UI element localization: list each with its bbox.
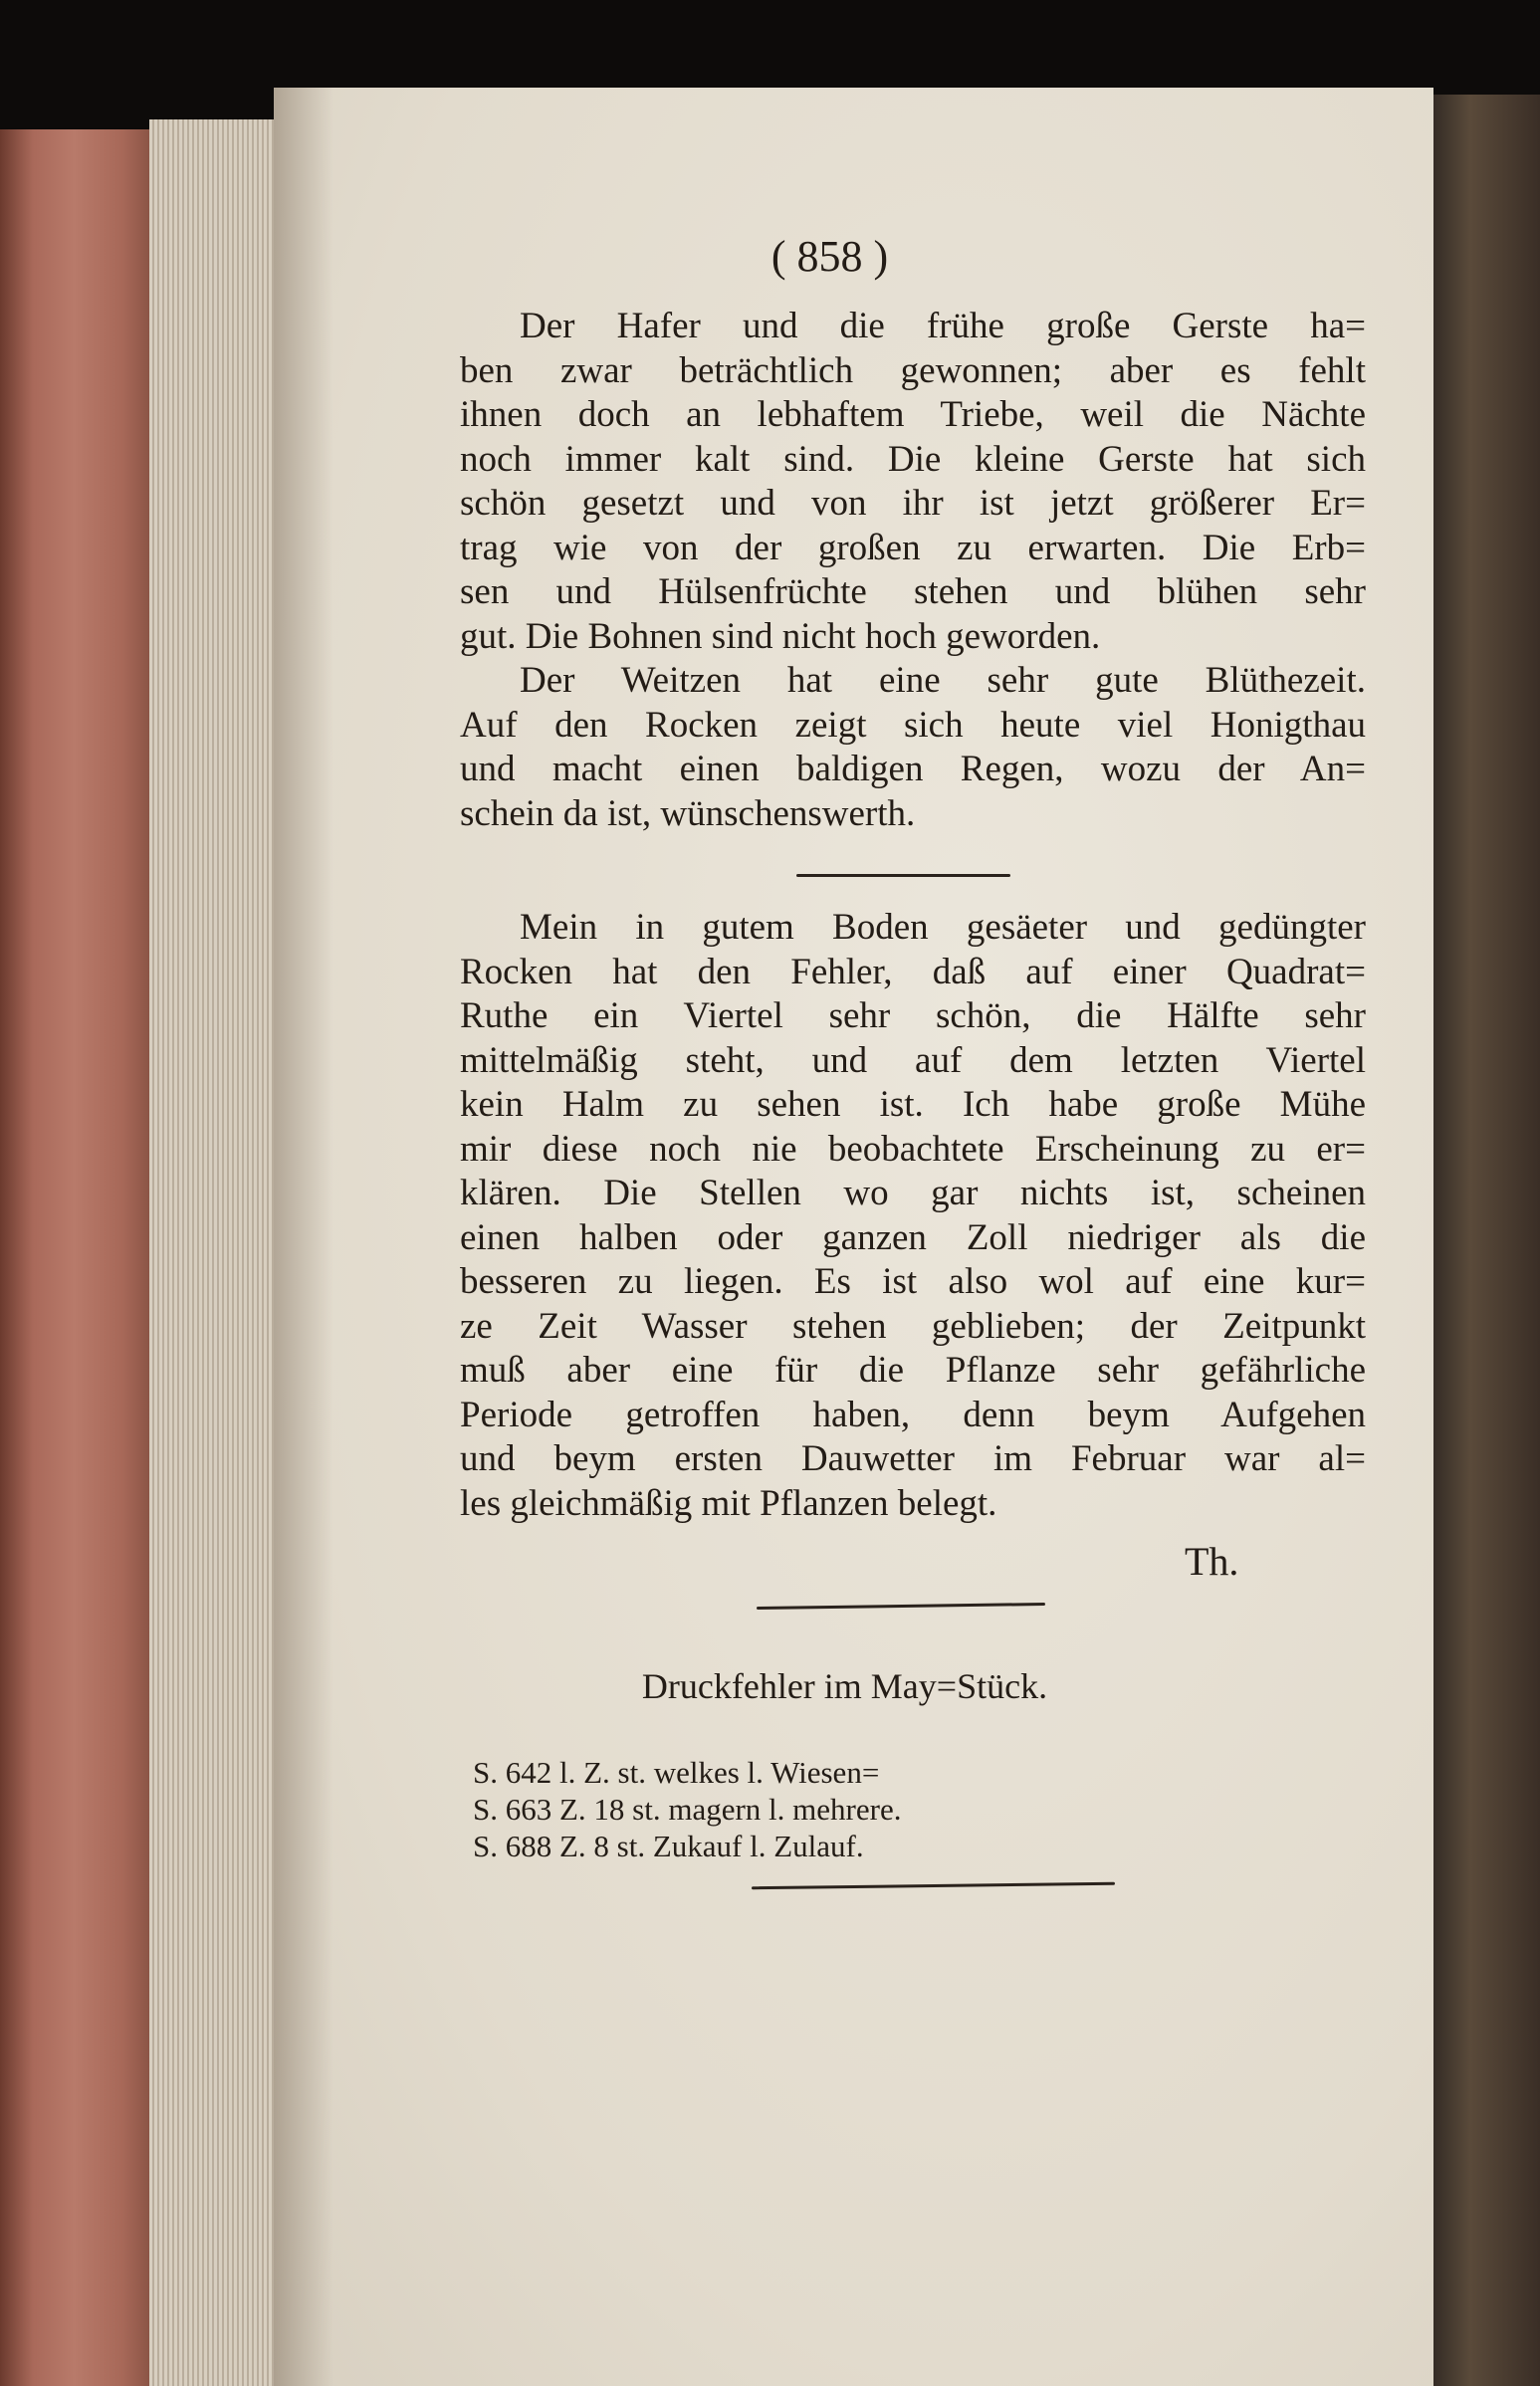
errata-line: S. 663 Z. 18 st. magern l. mehrere. bbox=[473, 1792, 902, 1827]
text-line: und beym ersten Dauwetter im Februar war al= bbox=[460, 1438, 1366, 1479]
facing-page-edge bbox=[1424, 95, 1540, 2386]
section-divider bbox=[796, 874, 1010, 877]
text-line: sen und Hülsenfrüchte stehen und blühen sehr bbox=[460, 571, 1366, 612]
text-line: Der Weitzen hat eine sehr gute Blüthezeit. bbox=[520, 660, 1366, 701]
text-line: ihnen doch an lebhaftem Triebe, weil die Nächte bbox=[460, 394, 1366, 435]
text-line: ben zwar beträchtlich gewonnen; aber es fehlt bbox=[460, 349, 1366, 391]
text-line: Mein in gutem Boden gesäeter und gedüngter bbox=[520, 907, 1366, 948]
book-page-edges bbox=[149, 119, 279, 2386]
text-line: Rocken hat den Fehler, daß auf einer Quadrat= bbox=[460, 951, 1366, 992]
text-line: Periode getroffen haben, denn beym Aufgehen bbox=[460, 1394, 1366, 1435]
text-line: les gleichmäßig mit Pflanzen belegt. bbox=[460, 1482, 997, 1524]
errata-heading: Druckfehler im May=Stück. bbox=[641, 1666, 1048, 1706]
text-line: gut. Die Bohnen sind nicht hoch geworden. bbox=[460, 615, 1101, 657]
paragraph-crops bbox=[460, 305, 1366, 836]
text-line: klären. Die Stellen wo gar nichts ist, scheinen bbox=[460, 1173, 1366, 1213]
errata-list bbox=[473, 1754, 901, 1864]
errata-line: S. 688 Z. 8 st. Zukauf l. Zulauf. bbox=[473, 1829, 864, 1863]
paragraph-rye bbox=[460, 906, 1366, 1526]
text-line: schein da ist, wünschenswerth. bbox=[460, 792, 916, 834]
text-line: Der Hafer und die frühe große Gerste ha= bbox=[520, 306, 1366, 346]
author-signature: Th. bbox=[1185, 1539, 1239, 1584]
text-line: mittelmäßig steht, und auf dem letzten Viertel bbox=[460, 1039, 1366, 1081]
text-line: trag wie von der großen zu erwarten. Die Erb= bbox=[460, 527, 1366, 568]
book-edge-red bbox=[0, 129, 164, 2386]
text-line: einen halben oder ganzen Zoll niedriger als die bbox=[460, 1216, 1366, 1258]
text-line: und macht einen baldigen Regen, wozu der An= bbox=[460, 749, 1366, 789]
text-line: noch immer kalt sind. Die kleine Gerste hat sich bbox=[460, 438, 1366, 480]
text-line: Auf den Rocken zeigt sich heute viel Honigthau bbox=[460, 704, 1366, 746]
text-line: kein Halm zu sehen ist. Ich habe große Mühe bbox=[460, 1084, 1366, 1125]
page-number bbox=[0, 231, 1540, 282]
errata-line: S. 642 l. Z. st. welkes l. Wiesen= bbox=[473, 1755, 880, 1790]
page-gutter-shadow bbox=[274, 88, 333, 2386]
text-line: muß aber eine für die Pflanze sehr gefährliche bbox=[460, 1350, 1366, 1391]
text-line: ze Zeit Wasser stehen geblieben; der Zeitpunkt bbox=[460, 1305, 1366, 1347]
text-line: schön gesetzt und von ihr ist jetzt größerer Er= bbox=[460, 483, 1366, 524]
text-line: Ruthe ein Viertel sehr schön, die Hälfte sehr bbox=[460, 995, 1366, 1036]
text-line: mir diese noch nie beobachtete Erscheinung zu er= bbox=[460, 1128, 1366, 1170]
text-line: besseren zu liegen. Es ist also wol auf eine kur= bbox=[460, 1261, 1366, 1302]
page-number-text: ( 858 ) bbox=[770, 232, 889, 281]
